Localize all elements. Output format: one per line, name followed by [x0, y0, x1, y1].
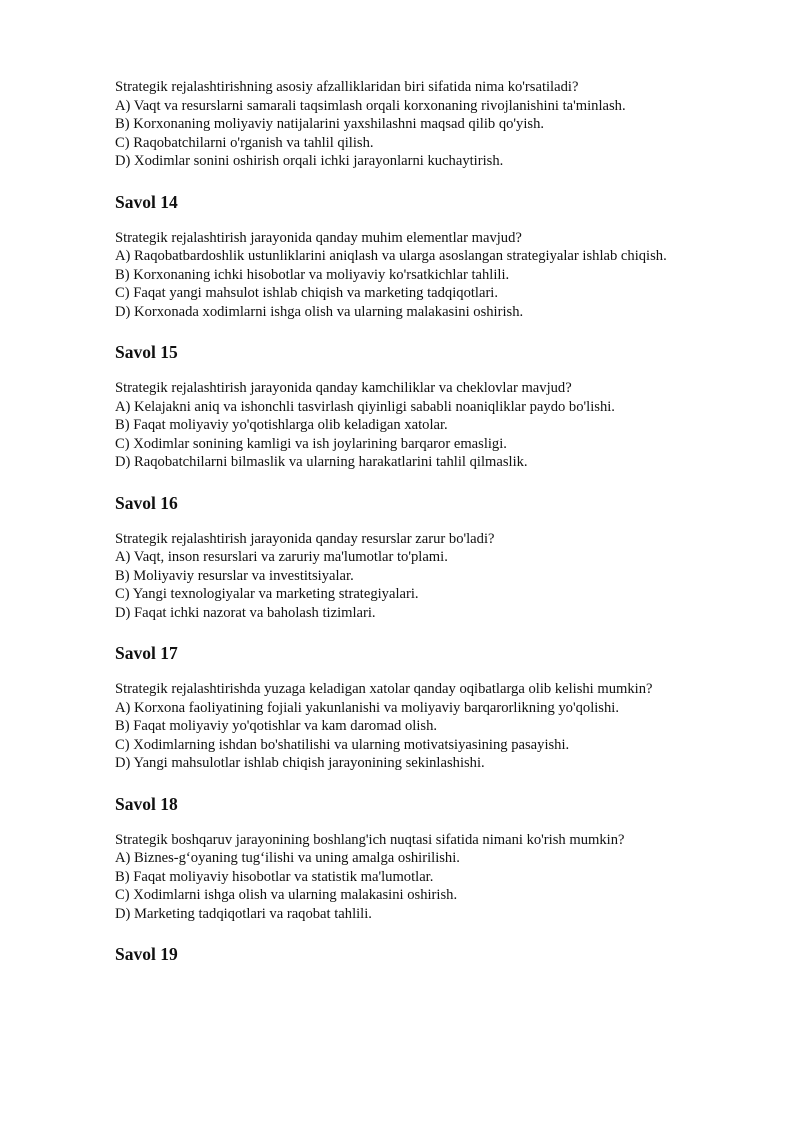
- question-heading: Savol 19: [115, 944, 178, 964]
- option-c: C) Xodimlarni ishga olish va ularning malakasini oshirish.: [115, 887, 458, 903]
- option-a: A) Vaqt va resurslarni samarali taqsimlash orqali korxonaning rivojlanishini ta'minlash.: [115, 97, 626, 114]
- question-heading: Savol 18: [115, 793, 178, 814]
- option-c: C) Yangi texnologiyalar va marketing strategiyalari.: [115, 586, 419, 602]
- option-c: C) Xodimlarning ishdan bo'shatilishi va ularning motivatsiyasining pasayishi.: [115, 736, 570, 753]
- option-b: B) Faqat moliyaviy yo'qotishlarga olib keladigan xatolar.: [115, 417, 448, 433]
- option-d: D) Xodimlar sonini oshirish orqali ichki jarayonlarni kuchaytirish.: [115, 153, 504, 169]
- question-text: Strategik rejalashtirishda yuzaga keladigan xatolar qanday oqibatlarga olib kelishi mumkin?: [115, 681, 653, 697]
- option-b: B) Moliyaviy resurslar va investitsiyalar.: [115, 567, 354, 584]
- question-text: Strategik rejalashtirish jarayonida qanday kamchiliklar va cheklovlar mavjud?: [115, 380, 572, 396]
- question-13-block: [115, 78, 785, 171]
- option-c: C) Xodimlar sonining kamligi va ish joylarining barqaror emasligi.: [115, 435, 507, 452]
- option-c: C) Raqobatchilarni o'rganish va tahlil qilish.: [115, 134, 374, 151]
- option-a: A) Kelajakni aniq va ishonchli tasvirlash qiyinligi sababli noaniqliklar paydo bo'lishi.: [115, 398, 615, 415]
- question-14-block: [115, 192, 785, 322]
- question-15-block: [115, 342, 785, 472]
- document-page: [115, 78, 785, 981]
- question-heading: Savol 14: [115, 191, 178, 212]
- question-17-block: [115, 643, 785, 773]
- question-19-block: [115, 944, 785, 964]
- option-b: B) Faqat moliyaviy hisobotlar va statistik ma'lumotlar.: [115, 868, 434, 885]
- option-d: D) Faqat ichki nazorat va baholash tizimlari.: [115, 604, 376, 621]
- option-d: D) Raqobatchilarni bilmaslik va ularning harakatlarini tahlil qilmaslik.: [115, 454, 528, 470]
- option-a: A) Biznes-g‘oyaning tug‘ilishi va uning amalga oshirilishi.: [115, 850, 460, 866]
- option-d: D) Yangi mahsulotlar ishlab chiqish jarayonining sekinlashishi.: [115, 755, 485, 771]
- option-d: D) Korxonada xodimlarni ishga olish va ularning malakasini oshirish.: [115, 303, 524, 320]
- option-d: D) Marketing tadqiqotlari va raqobat tahlili.: [115, 905, 372, 922]
- question-16-block: [115, 493, 785, 623]
- question-text: Strategik rejalashtirish jarayonida qanday resurslar zarur bo'ladi?: [115, 530, 495, 547]
- option-b: B) Korxonaning moliyaviy natijalarini yaxshilashni maqsad qilib qo'yish.: [115, 116, 545, 132]
- option-b: B) Korxonaning ichki hisobotlar va moliyaviy ko'rsatkichlar tahlili.: [115, 266, 510, 283]
- option-a: A) Raqobatbardoshlik ustunliklarini aniqlash va ularga asoslangan strategiyalar ishlab chiqish.: [115, 248, 667, 264]
- option-a: A) Vaqt, inson resurslari va zaruriy ma'lumotlar to'plami.: [115, 549, 448, 565]
- option-c: C) Faqat yangi mahsulot ishlab chiqish va marketing tadqiqotlari.: [115, 285, 499, 301]
- option-b: B) Faqat moliyaviy yo'qotishlar va kam daromad olish.: [115, 718, 438, 734]
- question-text: Strategik rejalashtirish jarayonida qanday muhim elementlar mavjud?: [115, 229, 522, 246]
- question-18-block: [115, 794, 785, 924]
- option-a: A) Korxona faoliyatining fojiali yakunlanishi va moliyaviy barqarorlikning yo'qolishi.: [115, 699, 619, 716]
- question-text: Strategik boshqaruv jarayonining boshlang'ich nuqtasi sifatida nimani ko'rish mumkin?: [115, 831, 625, 848]
- question-heading: Savol 15: [115, 342, 178, 362]
- question-heading: Savol 16: [115, 492, 178, 513]
- question-text: Strategik rejalashtirishning asosiy afzalliklaridan biri sifatida nima ko'rsatiladi?: [115, 79, 579, 95]
- question-heading: Savol 17: [115, 643, 178, 663]
